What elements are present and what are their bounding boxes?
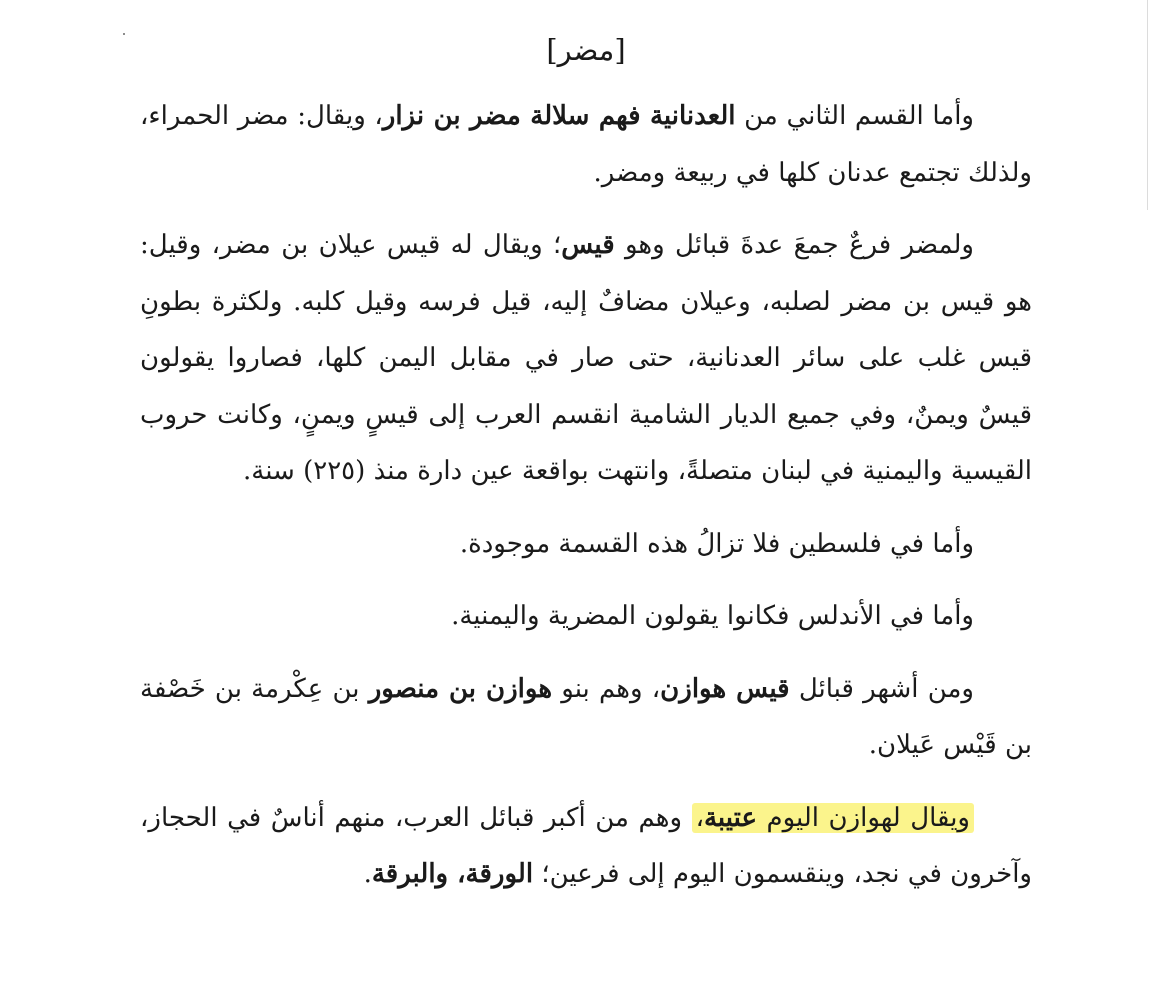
p6-bold-1: الورقة، والبرقة	[371, 859, 534, 889]
hl-text-1: ويقال لهوازن اليوم	[756, 802, 970, 833]
book-page	[140, 30, 1032, 980]
p5-text-1: ومن أشهر قبائل	[789, 673, 974, 704]
section-heading: [مضر]	[546, 33, 626, 67]
p2-text-2: ؛ ويقال له قيس عيلان بن مضر، وقيل: هو قيس بن مضر لصلبه، وعيلان مضافٌ إليه، قيل فرسه وقيل كلبه. ولكثرة بطونِ قيس غلب على سائر العدنانية، حتى صار في مقابل اليمن كلها، فصاروا يقولون قيسٌ ويمنٌ، وفي جميع الديار الشامية انقسم العرب إلى قيسٍ ويمنٍ، وكانت حروب القيسية واليمنية في لبنان متصلةً، وانتهت بواقعة عين دارة منذ (٢٢٥) سنة.	[140, 230, 1032, 486]
p5-text-3: بن عِكْرمة بن خَصْفة بن قَيْس عَيلان.	[140, 673, 1032, 760]
p5-bold-1: قيس هوازن	[660, 673, 790, 704]
paragraph-2	[140, 217, 1032, 500]
p5-bold-2: هوازن بن منصور	[368, 673, 553, 704]
p5-text-2: ، وهم بنو	[552, 673, 661, 704]
paragraph-5	[140, 661, 1032, 774]
paragraph-6	[140, 790, 1032, 903]
p2-bold-1: قيس	[561, 230, 615, 260]
p6-text-1: وهم من أكبر قبائل العرب، منهم أناسٌ في الحجاز، وآخرون في نجد، وينقسمون اليوم إلى فرعين؛	[140, 802, 1032, 889]
p1-bold-1: العدنانية فهم سلالة مضر بن نزار	[382, 101, 736, 131]
highlighted-phrase	[692, 803, 974, 833]
hl-text-2: ،	[695, 802, 704, 833]
p2-text-1: ولمضر فرعٌ جمعَ عدةَ قبائل وهو	[614, 230, 974, 260]
paragraph-3: وأما في فلسطين فلا تزالُ هذه القسمة موجودة.	[459, 528, 974, 559]
scan-speck	[123, 33, 125, 35]
p1-text-1: وأما القسم الثاني من	[735, 101, 974, 131]
paragraph-1	[140, 88, 1032, 201]
paragraph-4: وأما في الأندلس فكانوا يقولون المضرية واليمنية.	[451, 601, 974, 631]
page-edge-line	[1147, 0, 1170, 210]
p1-text-2: ، ويقال: مضر الحمراء، ولذلك تجتمع عدنان كلها في ربيعة ومضر.	[140, 101, 1032, 188]
p6-text-2: .	[363, 859, 372, 889]
hl-bold: عتيبة	[703, 802, 757, 833]
